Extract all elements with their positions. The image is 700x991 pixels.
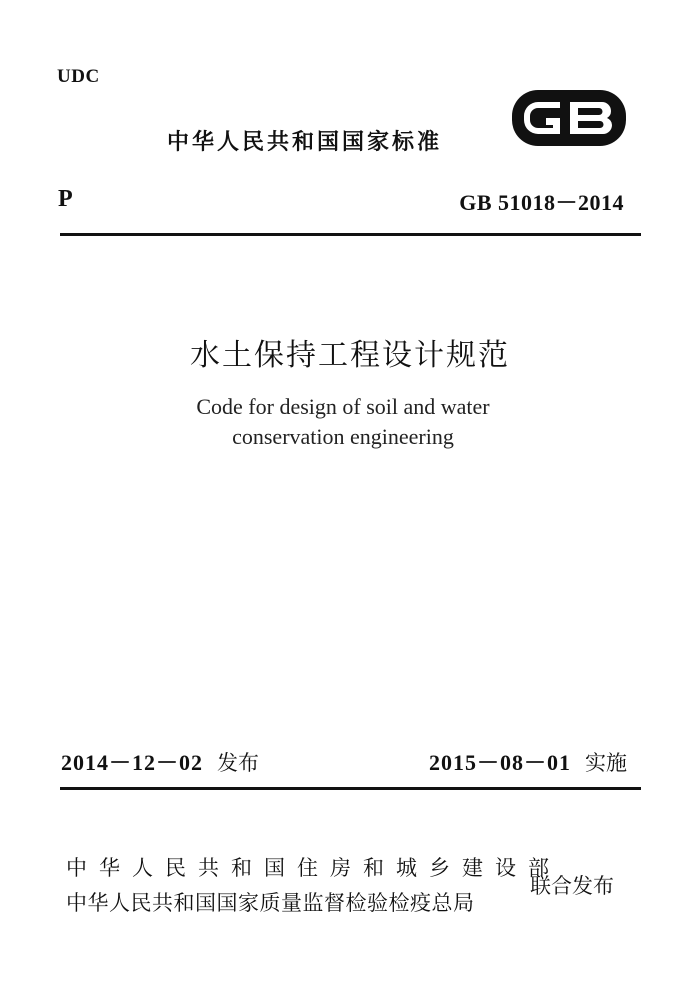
issue-label: 发布: [217, 751, 260, 775]
implementation-date: 2015－08－01: [428, 750, 571, 775]
issue-date: 2014－12－02: [61, 750, 204, 775]
bottom-divider: [60, 787, 641, 790]
standard-type-heading: 中华人民共和国国家标准: [167, 130, 443, 155]
implementation-label: 实施: [585, 751, 627, 775]
implementation-date-block: [429, 746, 627, 777]
publisher-aqsiq: 中华人民共和国国家质量监督检验检疫总局: [66, 891, 475, 915]
standard-number: GB 51018－2014: [459, 190, 624, 215]
top-divider: [60, 233, 641, 236]
issue-date-block: [61, 746, 259, 777]
publisher-ministry-housing: 中华人民共和国住房和城乡建设部: [66, 856, 561, 880]
document-title-chinese: 水土保持工程设计规范: [190, 338, 510, 373]
udc-label: UDC: [57, 66, 100, 87]
gb-logo: [510, 88, 628, 148]
document-title-english-line2: conservation engineering: [232, 424, 454, 449]
classification-code: P: [58, 186, 73, 212]
document-title-english-line1: Code for design of soil and water: [196, 394, 490, 419]
joint-publish-label: 联合发布: [530, 874, 614, 898]
